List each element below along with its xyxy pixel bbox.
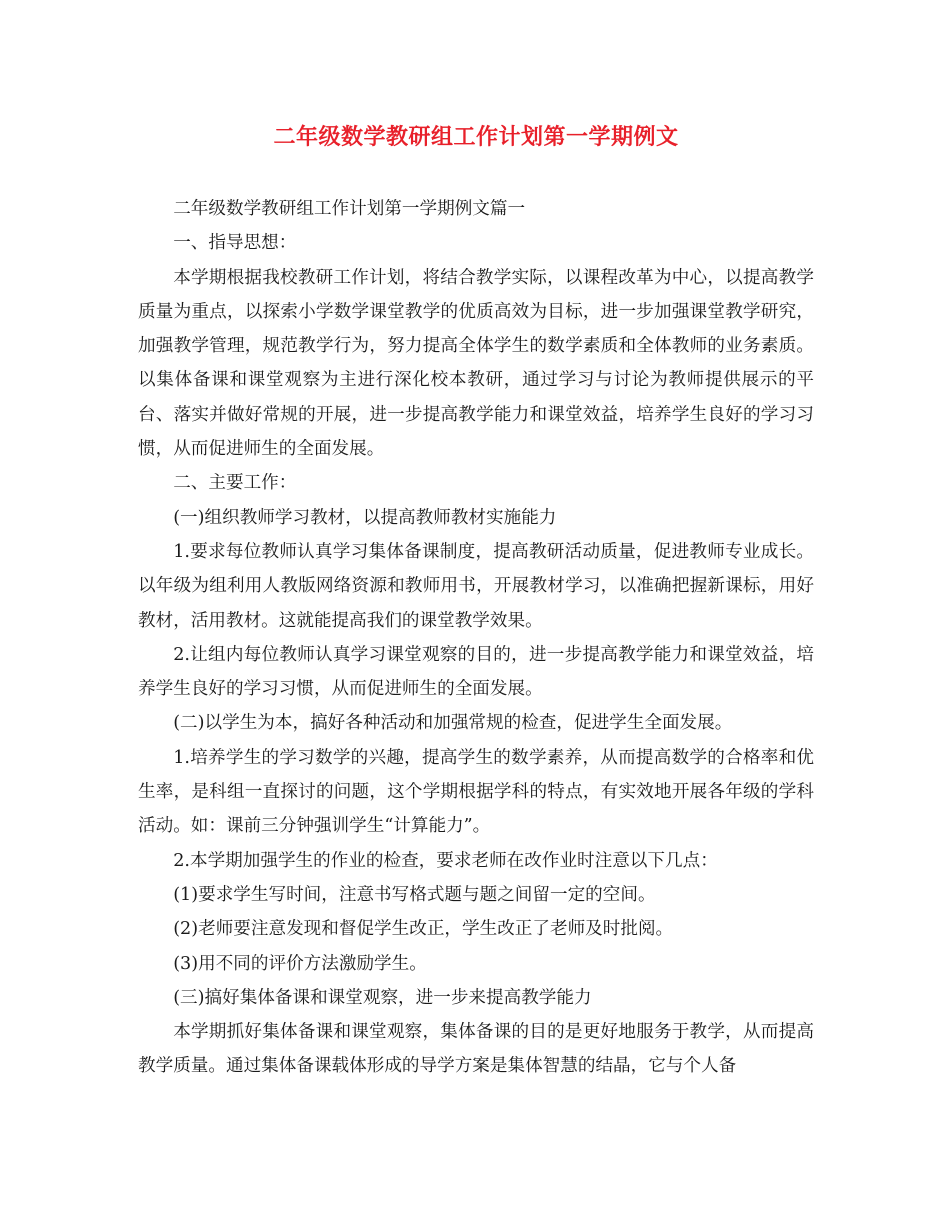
list-item: (2)老师要注意发现和督促学生改正，学生改正了老师及时批阅。 (173, 919, 674, 940)
list-item: (1)要求学生写时间，注意书写格式题与题之间留一定的空间。 (173, 884, 656, 905)
subsection-heading: (三)搞好集体备课和课堂观察，进一步来提高教学能力 (173, 987, 592, 1008)
paragraph: 二年级数学教研组工作计划第一学期例文篇一 (173, 199, 526, 219)
document-page (138, 0, 814, 1230)
paragraph: 1.要求每位教师认真学习集体备课制度，提高教研活动质量，促进教师专业成长。以年级为组利用人教版网络资源和教师用书，开展教材学习，以准确把握新课标，用好教材，活用教材。这就能提高我们的课堂教学效果。 (138, 541, 814, 631)
paragraph: 本学期抓好集体备课和课堂观察，集体备课的目的是更好地服务于教学，从而提高教学质量。通过集体备课载体形成的导学方案是集体智慧的结晶，它与个人备 (138, 1022, 814, 1077)
paragraph: 1.培养学生的学习数学的兴趣，提高学生的数学素养，从而提高数学的合格率和优生率，是科组一直探讨的问题，这个学期根据学科的特点，有实效地开展各年级的学科活动。如：课前三分钟强训学生“计算能力”。 (138, 747, 814, 837)
subsection-heading: (一)组织教师学习教材，以提高教师教材实施能力 (173, 507, 557, 528)
paragraph: 2.让组内每位教师认真学习课堂观察的目的，进一步提高教学能力和课堂效益，培养学生良好的学习习惯，从而促进师生的全面发展。 (138, 644, 814, 700)
document-title: 二年级数学教研组工作计划第一学期例文 (273, 124, 679, 150)
subsection-heading: (二)以学生为本，搞好各种活动和加强常规的检查，促进学生全面发展。 (173, 713, 733, 734)
list-item: (3)用不同的评价方法激励学生。 (173, 953, 427, 974)
section-heading: 一、指导思想： (173, 233, 297, 254)
paragraph: 2.本学期加强学生的作业的检查，要求老师在改作业时注意以下几点： (173, 850, 718, 871)
paragraph: 本学期根据我校教研工作计划，将结合教学实际，以课程改革为中心，以提高教学质量为重点，以探索小学数学课堂教学的优质高效为目标，进一步加强课堂教学研究，加强教学管理，规范教学行为，努力提高全体学生的数学素质和全体教师的业务素质。以集体备课和课堂观察为主进行深化校本教研，通过学习与讨论为教师提供展示的平台、落实并做好常规的开展，进一步提高教学能力和课堂效益，培养学生良好的学习习惯，从而促进师生的全面发展。 (138, 267, 814, 460)
document-body (138, 192, 814, 1084)
section-heading: 二、主要工作： (173, 473, 297, 494)
